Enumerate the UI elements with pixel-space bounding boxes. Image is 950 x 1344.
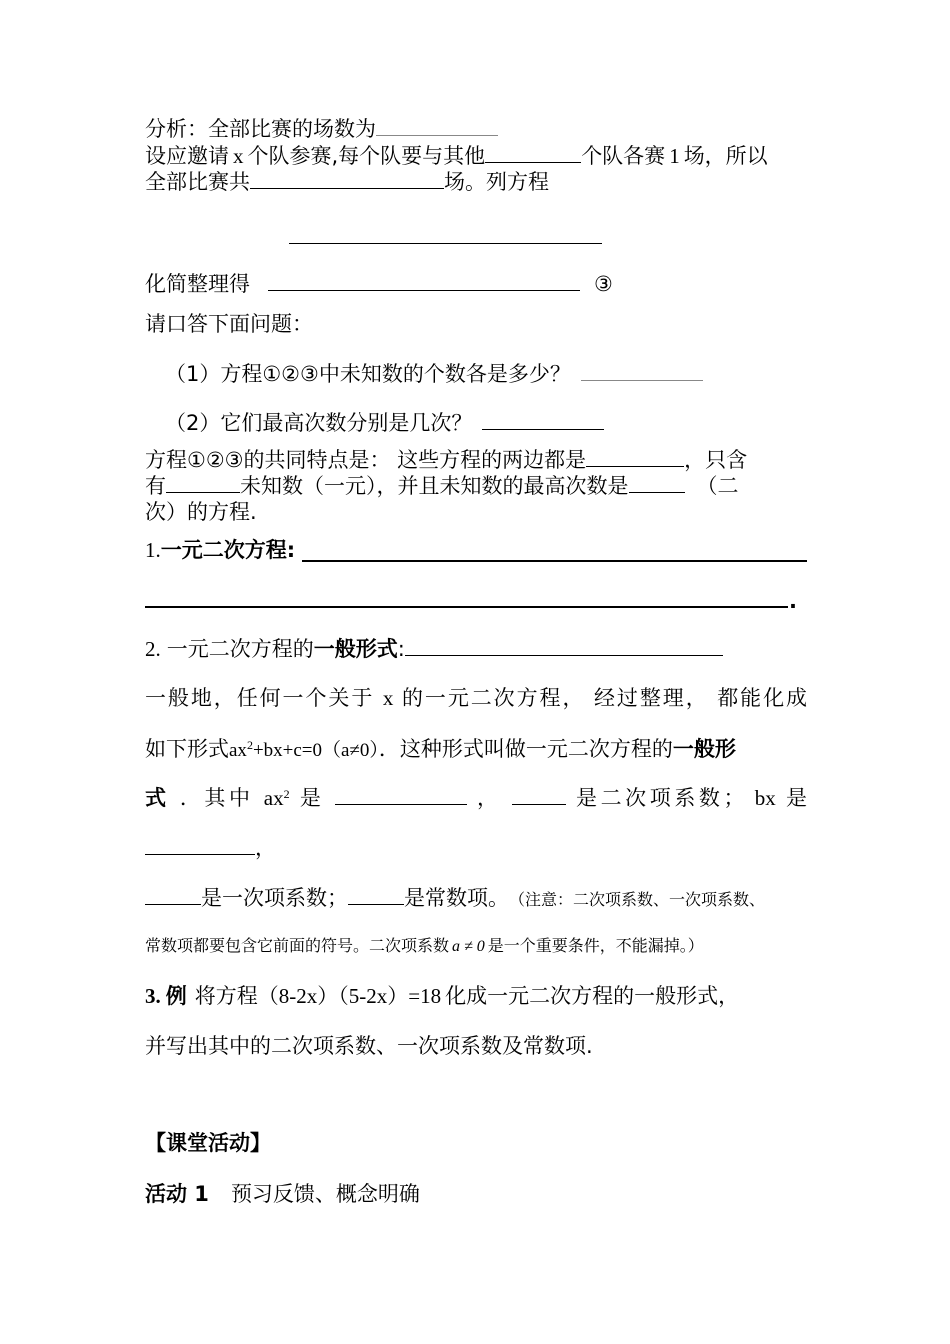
example-equation: 将方程（8-2x）（5-2x）=18 [194,984,442,1008]
blank-answer-2[interactable] [482,411,604,430]
ax2-term: $ax^2$ [263,786,290,810]
features-text: 未知数（一元），并且未知数的最高次数是 [240,474,629,498]
blank-quadratic-coefficient[interactable] [512,786,566,805]
equation-marker: ③ [594,272,613,296]
note-text: （注意：二次项系数、一次项系数、 [517,890,766,909]
question-1-text: （1）方程①②③中未知数的个数各是多少？ [165,362,571,386]
example-text: 化成一元二次方程的一般形式， [445,984,740,1008]
example-number: 3. [145,984,161,1008]
example-line-1 [145,983,807,1009]
question-2-text: （2）它们最高次数分别是几次？ [165,411,473,435]
blank-total-games[interactable] [376,117,498,136]
definition-number: 1. [145,538,161,562]
analysis-text: 个队各赛 [581,144,666,168]
features-line-1 [145,447,807,473]
activity-heading: 【课堂活动】 [145,1131,271,1155]
equation-blank-line[interactable] [289,243,602,244]
blank-general-form[interactable] [405,637,723,656]
simplify-line [145,271,807,297]
variable-x: x [382,686,394,710]
features-line-2 [145,473,807,499]
general-text: 的一元二次方程， 经过整理， 都能化成 [401,686,807,710]
general-text: ， [476,786,502,810]
definition-number: 2. [145,637,161,661]
definition-2 [145,636,807,662]
general-bold: 式 [145,786,170,810]
simplify-label: 化简整理得 [145,272,250,296]
features-text: ，只含 [684,448,748,472]
general-line-2 [145,736,807,764]
definition-1-line-b[interactable] [145,606,788,608]
blank-answer-1[interactable] [581,362,703,381]
definition-bold: 一般形式 [313,637,398,661]
blank-highest-degree[interactable] [629,474,685,493]
general-text: 是一次项系数； [201,886,348,910]
general-text: 一般地，任何一个关于 [145,686,375,710]
general-line-4 [145,835,807,861]
general-text: ．这种形式叫做一元二次方程的 [378,737,673,761]
general-line-6 [145,933,807,960]
blank-one-unknown[interactable] [166,474,240,493]
analysis-text: 设应邀请 [145,144,229,168]
analysis-line-3 [145,169,807,195]
question-2 [165,410,827,436]
blank-games-total[interactable] [250,170,444,189]
features-line-3: 次）的方程. [145,500,257,524]
note-condition: a ≠ 0 [452,938,485,955]
blank-simplified-equation[interactable] [268,272,580,291]
definition-1-end: . [789,589,797,613]
general-bold: 一般形 [672,737,736,761]
blank-constant-term[interactable] [348,886,404,905]
note-text: 是一个重要条件，不能漏掉。） [487,936,704,955]
definition-1-line-a[interactable] [302,560,807,562]
blank-ax2-role[interactable] [335,786,467,805]
analysis-line-2 [145,143,807,169]
blank-other-teams[interactable] [485,144,581,163]
definition-title: 一元二次方程: [160,538,296,562]
activity-text: 预习反馈、概念明确 [230,1182,420,1206]
number-one: 1 [669,144,680,168]
note-text: 常数项都要包含它前面的符号。二次项系数 [145,936,450,955]
general-line-5 [145,885,807,913]
activity-1 [145,1181,807,1207]
question-1 [165,361,827,387]
features-text: 有 [145,474,166,498]
blank-both-sides[interactable] [586,448,684,467]
bx-term: bx [754,786,776,810]
general-equation: $ax^2+bx+c=0(a\ne 0)$ [229,738,379,761]
analysis-text: 全部比赛共 [145,170,250,194]
blank-bx-role[interactable] [145,836,255,855]
general-text: 是 [299,786,325,810]
example-line-2: 并写出其中的二次项系数、一次项系数及常数项. [145,1034,593,1058]
analysis-text: 场。列方程 [444,170,549,194]
general-text: 是常数项。 [404,886,509,910]
oral-prompt: 请口答下面问题： [145,312,313,336]
general-line-1 [145,685,807,711]
example-label: 例 [165,984,187,1008]
variable-x: x [233,144,244,168]
features-text: 方程①②③的共同特点是： 这些方程的两边都是 [145,448,587,472]
general-text: 是 [785,786,807,810]
general-text: ， [255,836,276,860]
definition-colon: : [397,637,405,661]
general-text: ．其中 [179,786,254,810]
activity-label: 活动 1 [145,1182,209,1206]
blank-linear-coefficient[interactable] [145,886,201,905]
analysis-text: 分析：全部比赛的场数为 [145,117,376,141]
analysis-text: 个队参赛,每个队要与其他 [247,144,486,168]
analysis-text: 场，所以 [683,144,768,168]
definition-text: 一元二次方程的 [166,637,314,661]
general-text: 如下形式 [145,737,229,761]
general-text: 是二次项系数； [576,786,745,810]
analysis-line-1 [145,116,807,142]
general-line-3 [145,785,807,811]
features-text: （二 [696,474,739,498]
